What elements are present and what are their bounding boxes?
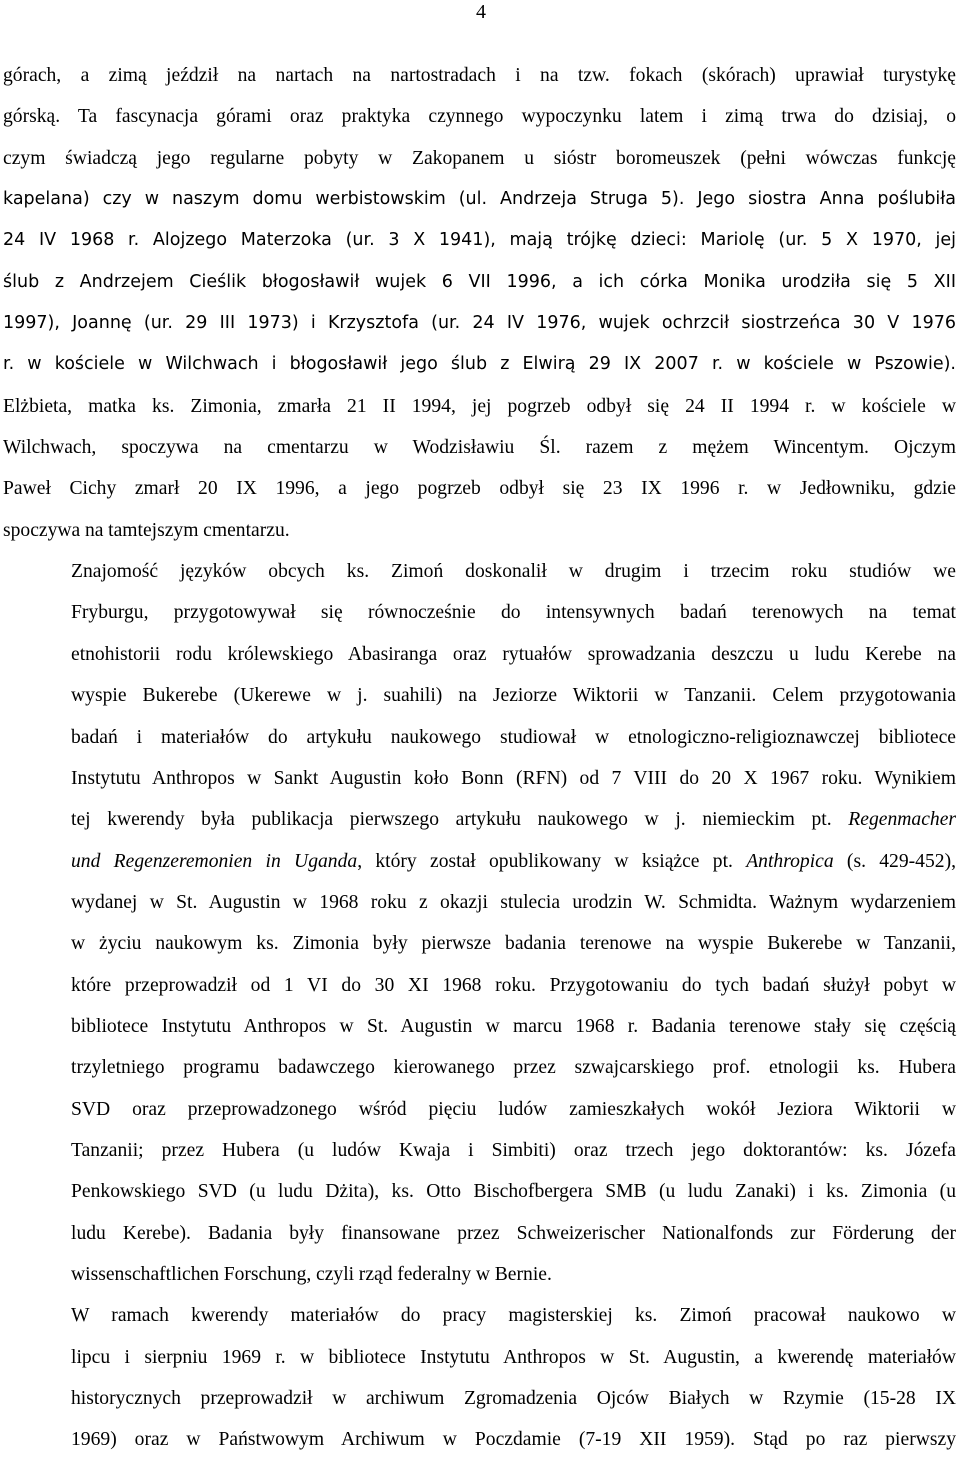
text-line: trzyletniego programu badawczego kierowanego przez szwajcarskiego prof. etnologii ks. Hubera (71, 1057, 956, 1079)
text-segment: (s. 429-452), (833, 850, 956, 872)
text-line: Fryburgu, przygotowywał się równocześnie do intensywnych badań terenowych na temat (71, 602, 956, 624)
text-line: Instytutu Anthropos w Sankt Augustin koło Bonn (RFN) od 7 VIII do 20 X 1967 roku. Wynikiem (71, 767, 956, 789)
text-line: badań i materiałów do artykułu naukowego studiował w etnologiczno-religioznawczej bibliotece (71, 726, 956, 748)
paragraph-research (3, 1295, 956, 1460)
text-line: Znajomość języków obcych ks. Zimoń doskonalił w drugim i trzecim roku studiów we (71, 561, 956, 583)
text-line: ślub z Andrzejem Cieślik błogosławił wujek 6 VII 1996, a ich córka Monika urodziła się 5 XII (3, 271, 956, 292)
text-line: kapelana) czy w naszym domu werbistowskim (ul. Andrzeja Struga 5). Jego siostra Anna poślubiła (3, 189, 956, 210)
text-line (3, 799, 956, 840)
text-line: czym świadczą jego regularne pobyty w Zakopanem u sióstr boromeuszek (pełni wówczas funkcję (3, 147, 956, 169)
text-line: wydanej w St. Augustin w 1968 roku z okazji stulecia urodzin W. Schmidta. Ważnym wydarzeniem (71, 891, 956, 913)
text-segment: , który został opublikowany w książce pt. (357, 850, 747, 872)
text-line: r. w kościele w Wilchwach i błogosławił jego ślub z Elwirą 29 IX 2007 r. w kościele w Pszowie). (3, 354, 956, 375)
paragraph-family (3, 55, 956, 551)
italic-book-title: Anthropica (746, 850, 834, 872)
text-line: 1969) oraz w Państwowym Archiwum w Poczdamie (7-19 XII 1959). Stąd po raz pierwszy (71, 1429, 956, 1451)
text-line: W ramach kwerendy materiałów do pracy magisterskiej ks. Zimoń pracował naukowo w (71, 1305, 956, 1327)
text-line: bibliotece Instytutu Anthropos w St. Augustin w marcu 1968 r. Badania terenowe stały się częścią (71, 1015, 956, 1037)
text-line: 24 IV 1968 r. Alojzego Materzoka (ur. 3 X 1941), mają trójkę dzieci: Mariolę (ur. 5 X 1970, jej (3, 230, 956, 251)
text-line: SVD oraz przeprowadzonego wśród pięciu ludów zamieszkałych wokół Jeziora Wiktorii w (71, 1098, 956, 1120)
text-line: Tanzanii; przez Hubera (u ludów Kwaja i Simbiti) oraz trzech jego doktorantów: ks. Józefa (71, 1139, 956, 1161)
text-line: Penkowskiego SVD (u ludu Dżita), ks. Otto Bischofbergera SMB (u ludu Zanaki) i ks. Zimonia (u (71, 1181, 956, 1203)
text-line (3, 841, 956, 882)
paragraph-languages (3, 551, 956, 1295)
italic-title-cont: und Regenzeremonien in Uganda (71, 850, 358, 872)
text-line: ludu Kerebe). Badania były finansowane przez Schweizerischer Nationalfonds zur Förderung der (71, 1222, 956, 1244)
page-number: 4 (476, 1, 486, 23)
text-line: spoczywa na tamtejszym cmentarzu. (3, 519, 290, 541)
text-line: które przeprowadził od 1 VI do 30 XI 1968 roku. Przygotowaniu do tych badań służył pobyt w (71, 974, 956, 996)
italic-title: Regenmacher (848, 809, 957, 831)
text-line: Wilchwach, spoczywa na cmentarzu w Wodzisławiu Śl. razem z mężem Wincentym. Ojczym (3, 437, 956, 459)
text-segment: tej kwerendy była publikacja pierwszego artykułu naukowego w j. niemieckim pt. (71, 809, 832, 831)
text-line: górską. Ta fascynacja górami oraz praktyka czynnego wypoczynku latem i zimą trwa do dzisiaj, o (3, 106, 956, 128)
text-line: w życiu naukowym ks. Zimonia były pierwsze badania terenowe na wyspie Bukerebe w Tanzanii, (71, 933, 956, 955)
text-line: 1997), Joannę (ur. 29 III 1973) i Krzysztofa (ur. 24 IV 1976, wujek ochrzcił siostrzeńca 30 V 1976 (3, 313, 956, 334)
text-line: wissenschaftlichen Forschung, czyli rząd federalny w Bernie. (71, 1263, 552, 1285)
body-text (3, 55, 956, 1461)
text-line: etnohistorii rodu królewskiego Abasiranga oraz rytuałów sprowadzania deszczu u ludu Kerebe na (71, 643, 956, 665)
text-line: Paweł Cichy zmarł 20 IX 1996, a jego pogrzeb odbył się 23 IX 1996 r. w Jedłowniku, gdzie (3, 478, 956, 500)
text-line: lipcu i sierpniu 1969 r. w bibliotece Instytutu Anthropos w St. Augustin, a kwerendę materiałów (71, 1346, 956, 1368)
text-line: wyspie Bukerebe (Ukerewe w j. suahili) na Jeziorze Wiktorii w Tanzanii. Celem przygotowania (71, 685, 956, 707)
text-line: górach, a zimą jeździł na nartach na nartostradach i na tzw. fokach (skórach) uprawiał turystykę (3, 65, 956, 86)
text-line: historycznych przeprowadził w archiwum Zgromadzenia Ojców Białych w Rzymie (15-28 IX (71, 1388, 956, 1409)
text-line: Elżbieta, matka ks. Zimonia, zmarła 21 II 1994, jej pogrzeb odbył się 24 II 1994 r. w kościele w (3, 395, 956, 417)
